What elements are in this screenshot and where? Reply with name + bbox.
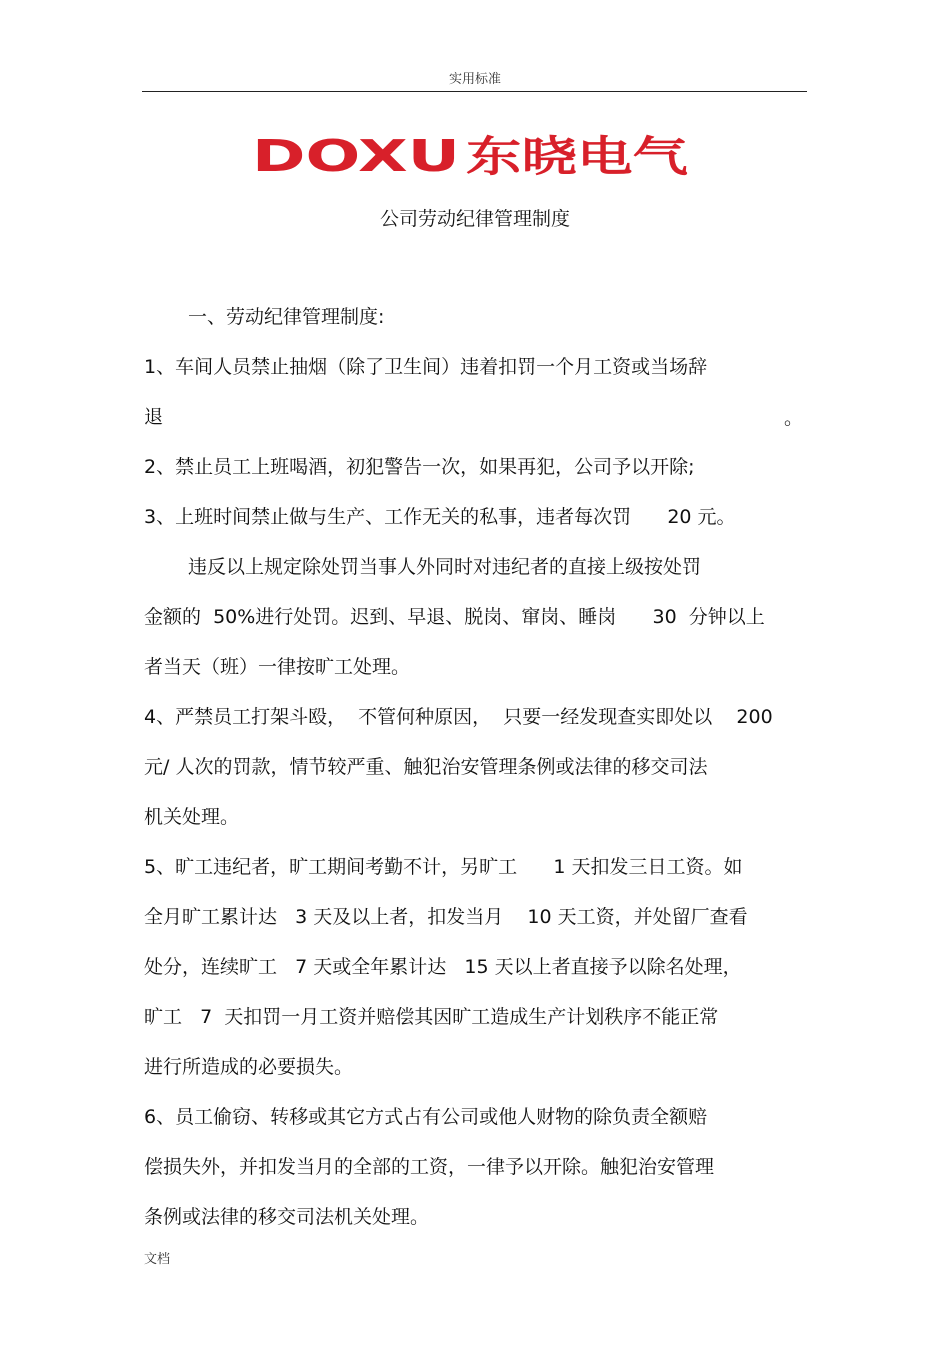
line-end-mark: 。 (784, 407, 804, 429)
paragraph-line: 金额的 50%进行处罚。迟到、早退、脱岗、窜岗、睡岗 30 分钟以上 (144, 606, 765, 628)
paragraph-line: 条例或法律的移交司法机关处理。 (144, 1206, 430, 1228)
company-logo (252, 132, 692, 176)
paragraph-line: 退 (144, 406, 164, 428)
logo-latin-text: DOXU (252, 132, 460, 176)
paragraph-line: 进行所造成的必要损失。 (144, 1056, 354, 1078)
paragraph-line: 全月旷工累计达 3 天及以上者，扣发当月 10 天工资，并处留厂查看 (144, 906, 748, 928)
paragraph-line: 违反以上规定除处罚当事人外同时对违纪者的直接上级按处罚 (188, 556, 702, 578)
paragraph-line: 6、员工偷窃、转移或其它方式占有公司或他人财物的除负责全额赔 (144, 1106, 708, 1128)
paragraph-line: 3、上班时间禁止做与生产、工作无关的私事，违者每次罚 20 元。 (144, 506, 736, 528)
page-header-label: 实用标准 (448, 72, 501, 87)
paragraph-line: 1、车间人员禁止抽烟（除了卫生间）违着扣罚一个月工资或当场辞 (144, 356, 708, 378)
document-title: 公司劳动纪律管理制度 (379, 208, 570, 230)
paragraph-line: 处分，连续旷工 7 天或全年累计达 15 天以上者直接予以除名处理， (144, 956, 742, 978)
paragraph-line: 4、严禁员工打架斗殴， 不管何种原因， 只要一经发现查实即处以 200 (144, 706, 773, 728)
paragraph-line: 者当天（班）一律按旷工处理。 (144, 656, 411, 678)
paragraph-line: 偿损失外，并扣发当月的全部的工资，一律予以开除。触犯治安管理 (144, 1156, 715, 1178)
section-heading: 一、劳动纪律管理制度: (188, 306, 385, 328)
paragraph-line: 2、禁止员工上班喝酒，初犯警告一次，如果再犯，公司予以开除; (144, 456, 695, 478)
logo-chinese-text: 东晓电气 (466, 132, 688, 176)
paragraph-line: 机关处理。 (144, 806, 240, 828)
paragraph-line: 元/ 人次的罚款，情节较严重、触犯治安管理条例或法律的移交司法 (144, 756, 708, 778)
header-divider (142, 91, 807, 92)
page-footer-label: 文档 (144, 1252, 171, 1267)
paragraph-line: 旷工 7 天扣罚一月工资并赔偿其因旷工造成生产计划秩序不能正常 (144, 1006, 719, 1028)
paragraph-line: 5、旷工违纪者，旷工期间考勤不计，另旷工 1 天扣发三日工资。如 (144, 856, 743, 878)
